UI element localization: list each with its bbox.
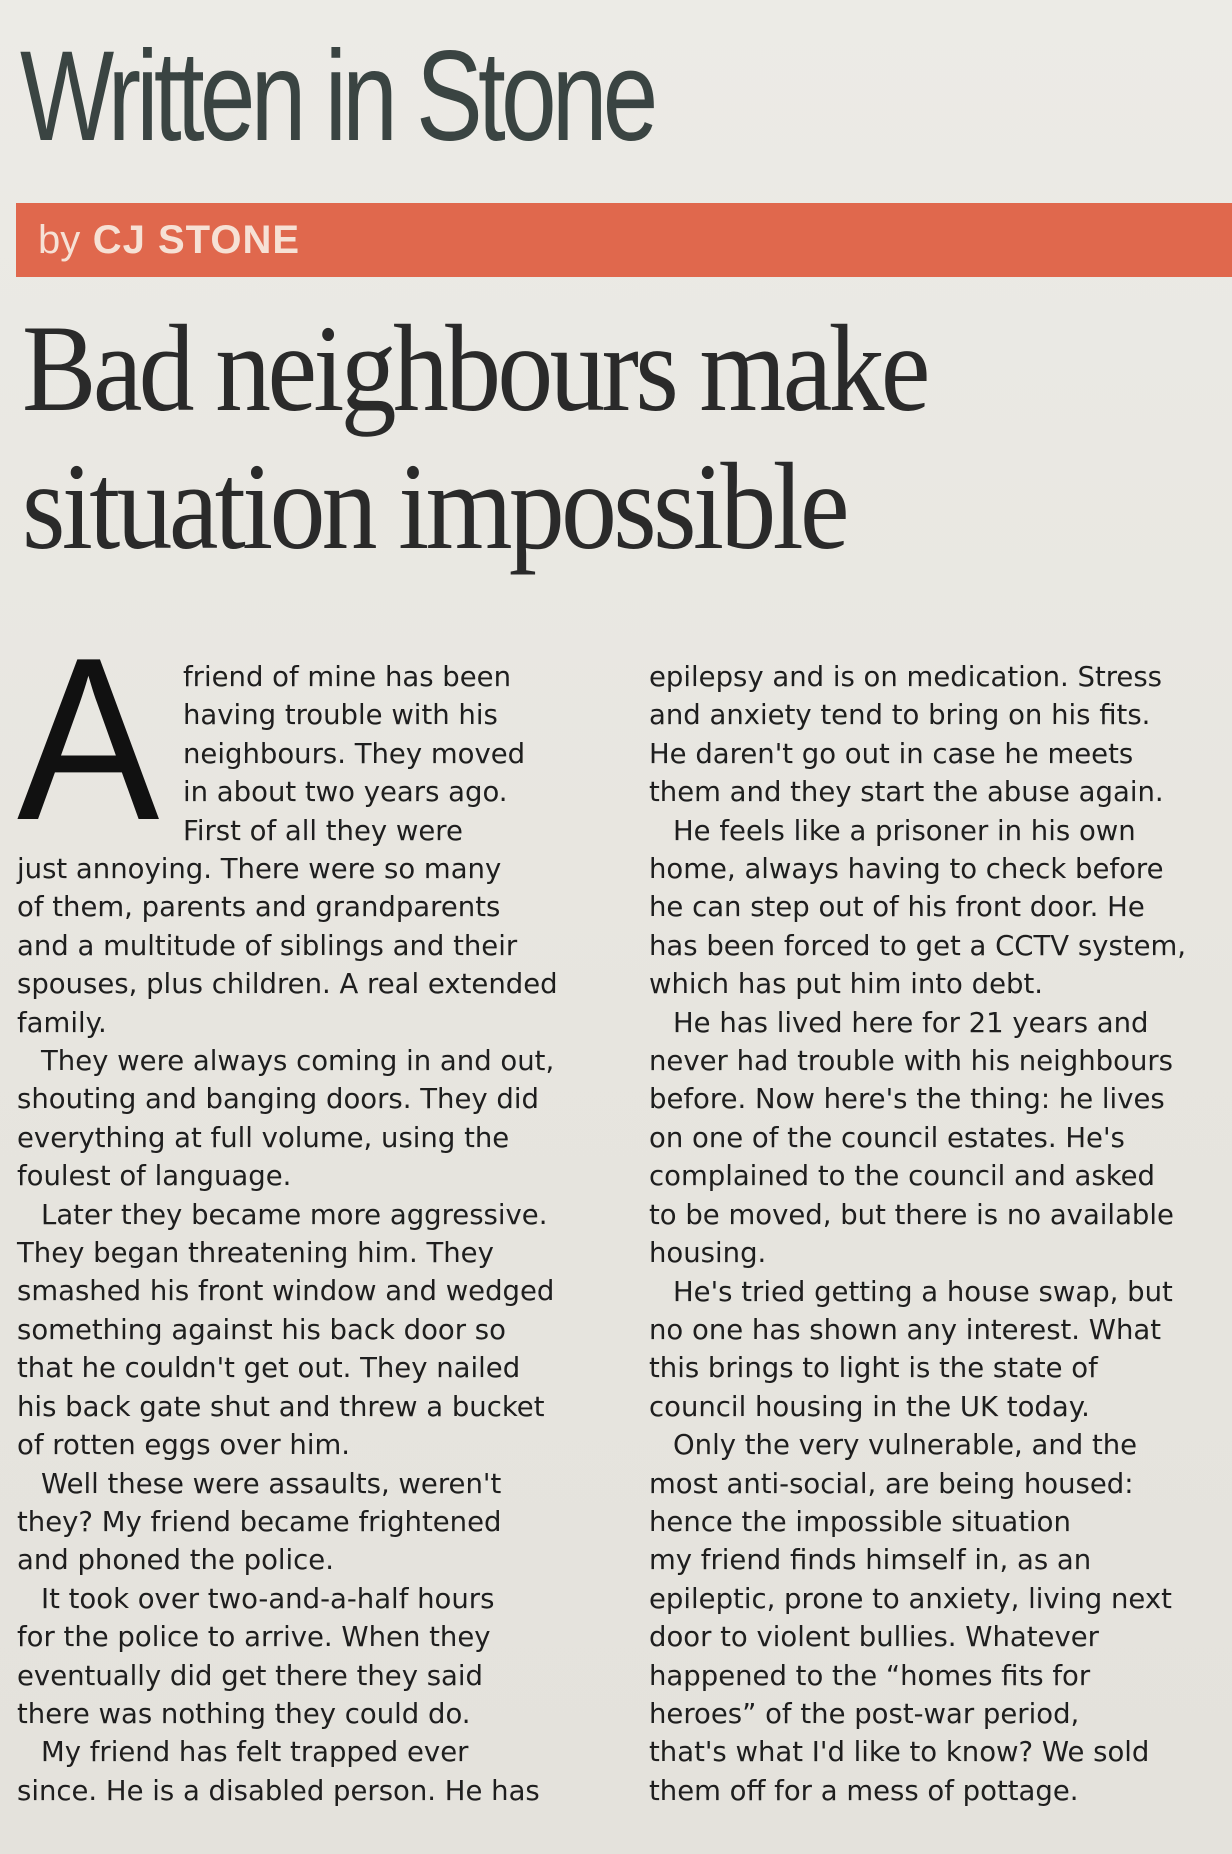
- text-line: that's what I'd like to know? We sold: [649, 1736, 1150, 1769]
- article-column-right: [649, 658, 1224, 1810]
- text-line: in about two years ago.: [183, 776, 508, 809]
- text-line: Later they became more aggressive.: [41, 1198, 548, 1231]
- text-line: and phoned the police.: [17, 1544, 334, 1577]
- text-line: complained to the council and asked: [649, 1160, 1156, 1193]
- text-line: He's tried getting a house swap, but: [673, 1275, 1173, 1308]
- headline-line-1: Bad neighbours make: [22, 300, 927, 437]
- text-line: housing.: [649, 1237, 767, 1270]
- text-line: of them, parents and grandparents: [17, 891, 501, 924]
- text-line: He feels like a prisoner in his own: [673, 814, 1136, 847]
- text-line: epileptic, prone to anxiety, living next: [649, 1582, 1172, 1615]
- column-title: Written in Stone: [20, 25, 654, 168]
- text-line: shouting and banging doors. They did: [17, 1083, 539, 1116]
- text-line: for the police to arrive. When they: [17, 1621, 491, 1654]
- text-line: before. Now here's the thing: he lives: [649, 1083, 1165, 1116]
- text-line: and anxiety tend to bring on his fits.: [649, 699, 1151, 732]
- text-line: everything at full volume, using the: [17, 1121, 510, 1154]
- text-line: They began threatening him. They: [17, 1237, 494, 1270]
- text-line: no one has shown any interest. What: [649, 1313, 1162, 1346]
- byline: [38, 203, 300, 277]
- text-line: He has lived here for 21 years and: [673, 1006, 1149, 1039]
- text-line: neighbours. They moved: [183, 737, 526, 770]
- text-line: just annoying. There were so many: [17, 853, 502, 885]
- text-line: that he couldn't get out. They nailed: [17, 1352, 521, 1385]
- text-line: spouses, plus children. A real extended: [17, 968, 558, 1001]
- text-line: epilepsy and is on medication. Stress: [649, 661, 1163, 693]
- text-line: happened to the “homes fits for: [649, 1659, 1091, 1692]
- text-line: door to violent bullies. Whatever: [649, 1621, 1099, 1654]
- text-line: which has put him into debt.: [649, 968, 1043, 1001]
- text-line: his back gate shut and threw a bucket: [17, 1390, 545, 1423]
- text-line: friend of mine has been: [183, 661, 512, 693]
- text-line: on one of the council estates. He's: [649, 1121, 1125, 1154]
- article-intro: [183, 658, 583, 850]
- text-line: hence the impossible situation: [649, 1505, 1071, 1538]
- text-line: something against his back door so: [17, 1313, 506, 1346]
- text-line: First of all they were: [183, 814, 463, 847]
- text-line: never had trouble with his neighbours: [649, 1045, 1174, 1078]
- text-line: He daren't go out in case he meets: [649, 737, 1134, 770]
- text-line: he can step out of his front door. He: [649, 891, 1145, 924]
- text-line: family.: [17, 1006, 107, 1039]
- text-line: my friend finds himself in, as an: [649, 1544, 1092, 1577]
- byline-bar: [16, 203, 1232, 277]
- text-line: heroes” of the post-war period,: [649, 1697, 1080, 1730]
- text-line: It took over two-and-a-half hours: [41, 1582, 495, 1615]
- text-line: Well these were assaults, weren't: [41, 1467, 502, 1500]
- text-line: them off for a mess of pottage.: [649, 1774, 1079, 1807]
- text-line: most anti-social, are being housed:: [649, 1467, 1134, 1500]
- article-column-left: [17, 850, 587, 1810]
- text-line: home, always having to check before: [649, 853, 1164, 886]
- text-line: this brings to light is the state of: [649, 1352, 1098, 1385]
- headline: [22, 300, 1222, 576]
- text-line: foulest of language.: [17, 1160, 292, 1193]
- drop-cap: A: [17, 610, 160, 869]
- text-line: council housing in the UK today.: [649, 1390, 1090, 1423]
- text-line: Only the very vulnerable, and the: [673, 1429, 1138, 1462]
- text-line: and a multitude of siblings and their: [17, 929, 518, 962]
- text-line: they? My friend became frightened: [17, 1505, 502, 1538]
- headline-line-2: situation impossible: [22, 438, 846, 575]
- text-line: smashed his front window and wedged: [17, 1275, 555, 1308]
- text-line: there was nothing they could do.: [17, 1697, 471, 1730]
- text-line: them and they start the abuse again.: [649, 776, 1164, 809]
- text-line: since. He is a disabled person. He has: [17, 1774, 540, 1807]
- text-line: has been forced to get a CCTV system,: [649, 929, 1187, 962]
- text-line: They were always coming in and out,: [41, 1045, 555, 1078]
- byline-author: CJ STONE: [92, 218, 301, 262]
- text-line: to be moved, but there is no available: [649, 1198, 1174, 1231]
- text-line: having trouble with his: [183, 699, 498, 732]
- text-line: eventually did get there they said: [17, 1659, 484, 1692]
- byline-by: by: [38, 218, 81, 262]
- text-line: of rotten eggs over him.: [17, 1429, 350, 1462]
- text-line: My friend has felt trapped ever: [41, 1736, 469, 1769]
